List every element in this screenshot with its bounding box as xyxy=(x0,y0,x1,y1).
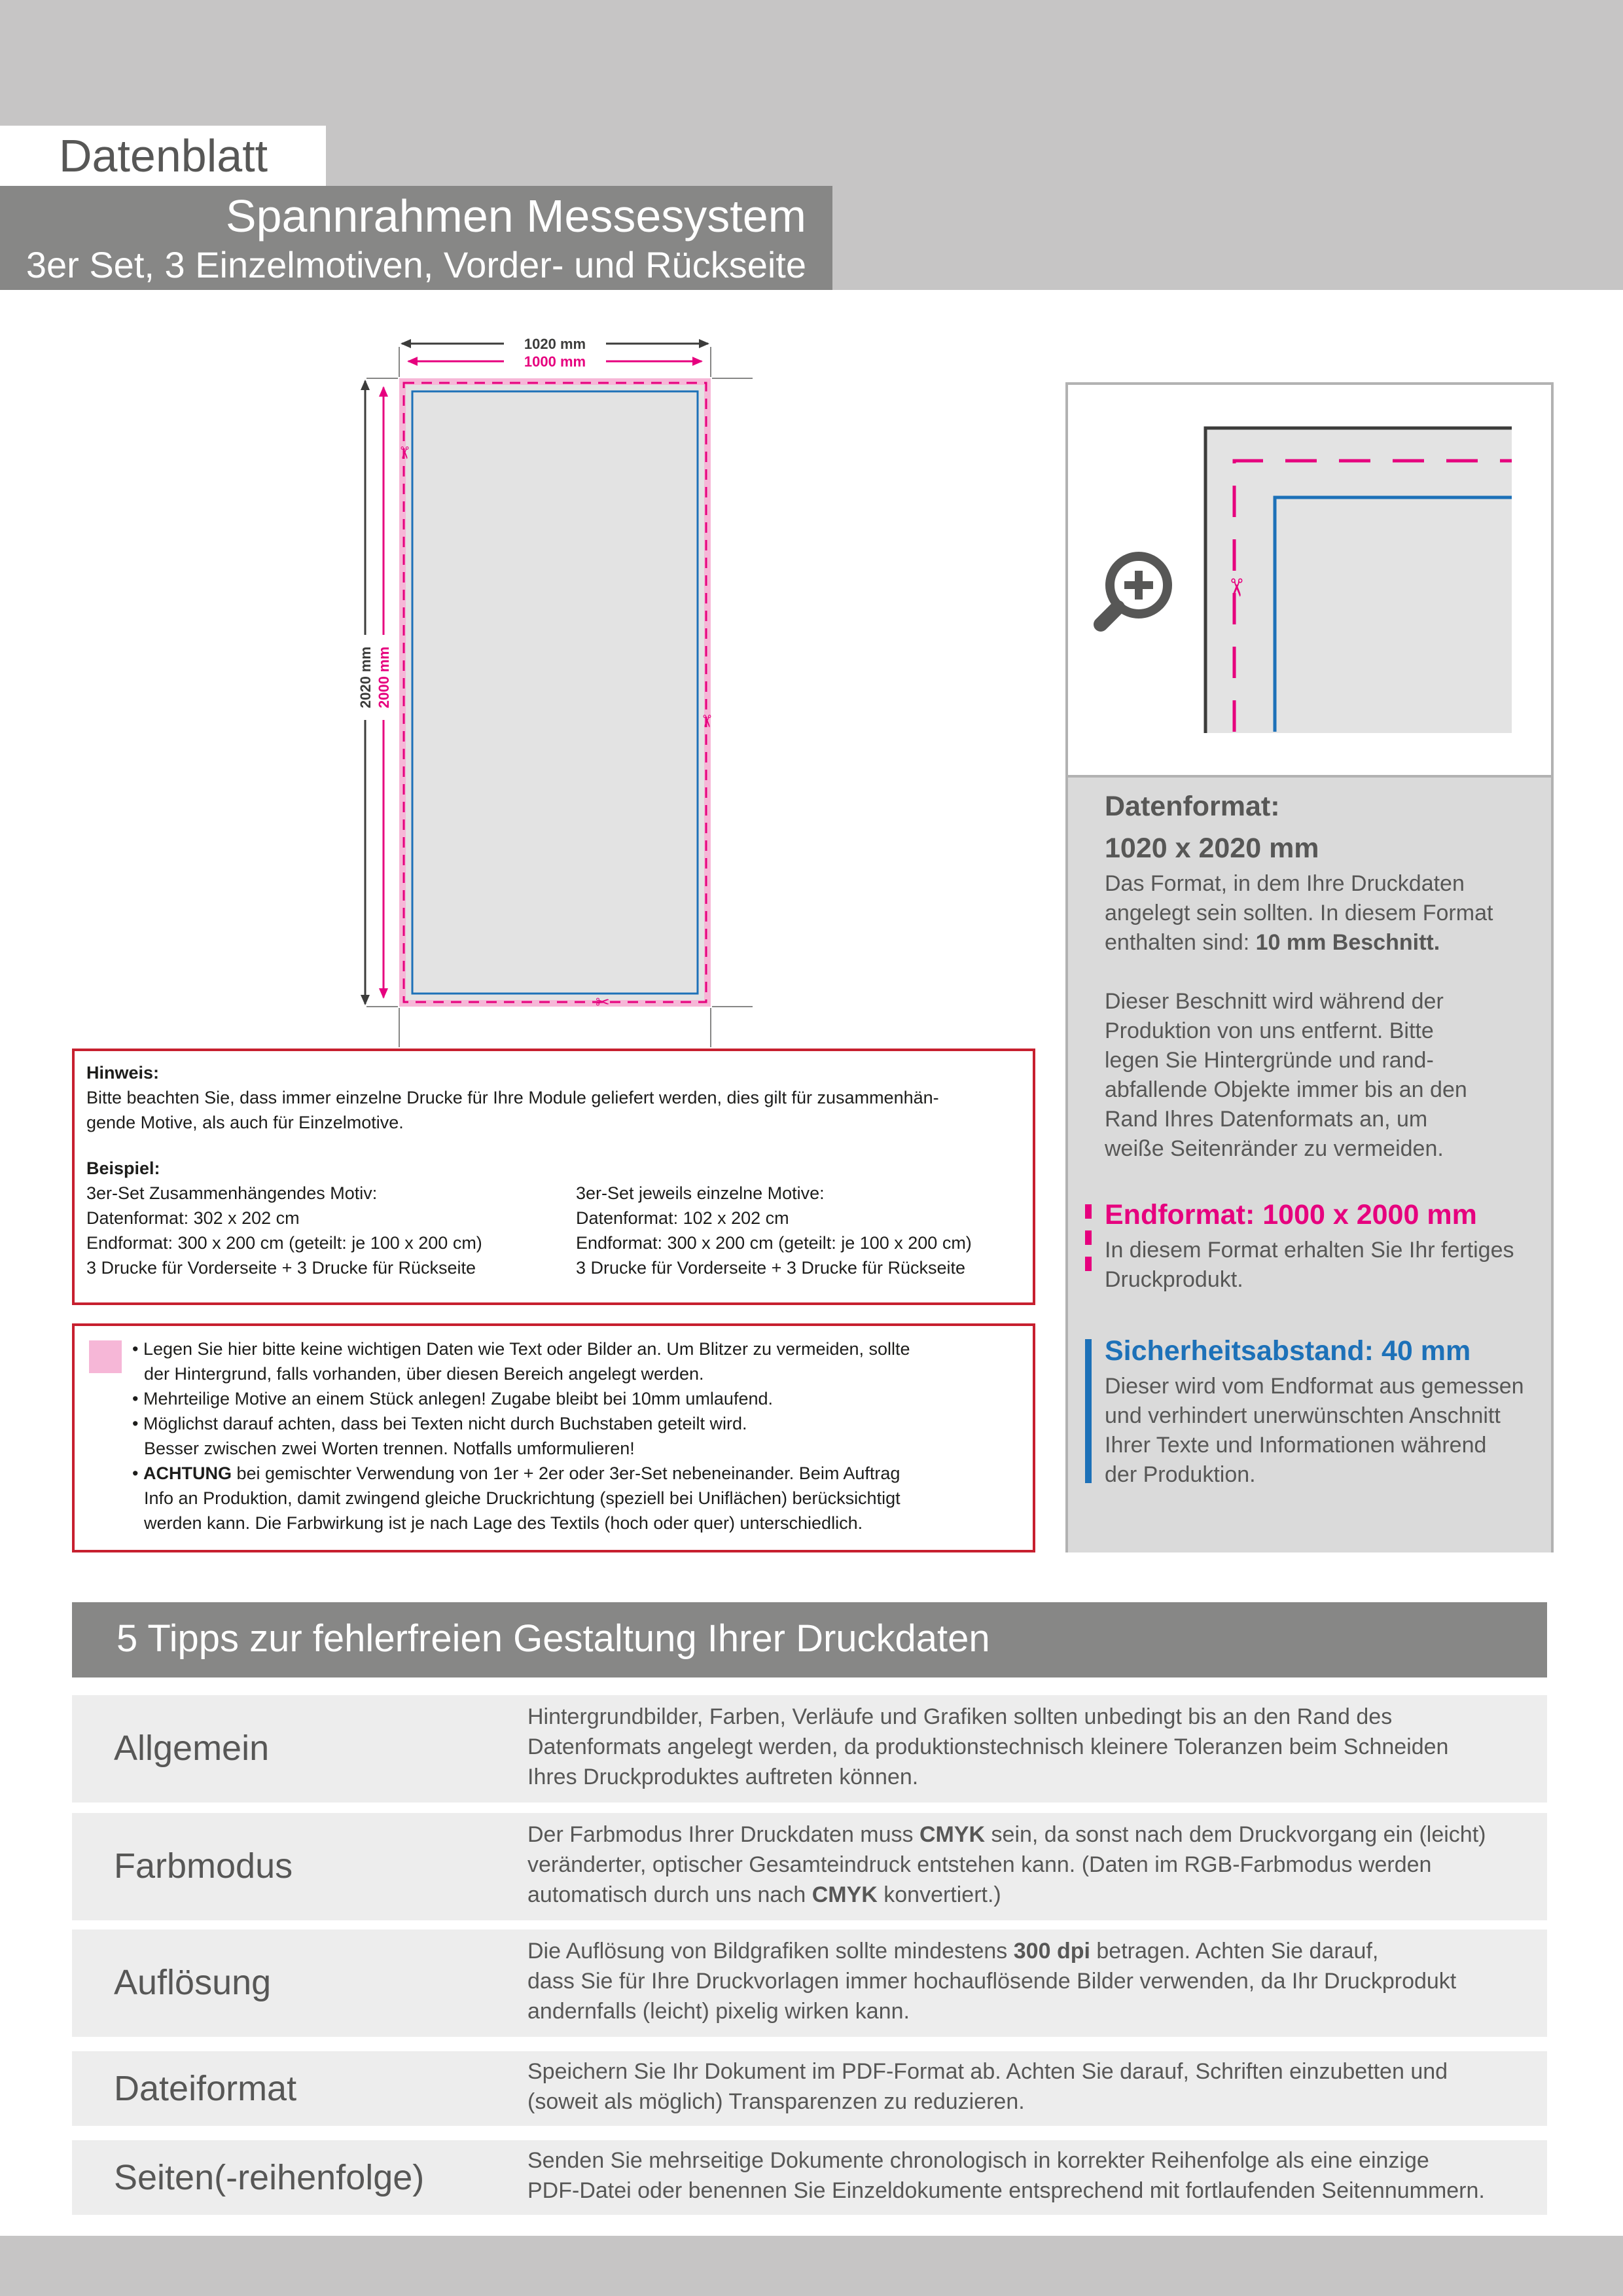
note-warning: ACHTUNG xyxy=(143,1463,232,1483)
endformat-text: Druckprodukt. xyxy=(1105,1267,1243,1292)
width-inner-arrow-left xyxy=(407,357,418,366)
tips-header xyxy=(72,1602,1547,1677)
tip-text: Ihres Druckproduktes auftreten können. xyxy=(527,1765,919,1789)
tip-text: (soweit als möglich) Transparenzen zu reduzieren. xyxy=(527,2089,1025,2114)
height-outer-arrow-top xyxy=(361,380,370,390)
datenformat-text: Produktion von uns entfernt. Bitte xyxy=(1105,1018,1434,1043)
page-subtitle: 3er Set, 3 Einzelmotiven, Vorder- und Rückseite xyxy=(26,244,806,285)
example-col2-line: 3er-Set jeweils einzelne Motive: xyxy=(576,1183,825,1203)
example-col1-line: 3er-Set Zusammenhängendes Motiv: xyxy=(86,1183,378,1203)
example-col1-line: Endformat: 300 x 200 cm (geteilt: je 100 x 200 cm) xyxy=(86,1233,482,1253)
example-col1-line: Datenformat: 302 x 202 cm xyxy=(86,1208,300,1228)
corner-detail xyxy=(1068,385,1551,775)
tip-text: Der Farbmodus Ihrer Druckdaten muss CMYK sein, da sonst nach dem Druckvorgang ein (leicht) xyxy=(527,1822,1486,1847)
tip-row-allgemein xyxy=(72,1695,1547,1803)
datenformat-title: Datenformat: xyxy=(1105,791,1280,822)
datenformat-text: Dieser Beschnitt wird während der xyxy=(1105,989,1444,1014)
endformat-marker xyxy=(1085,1257,1092,1271)
tip-text: andernfalls (leicht) pixelig wirken kann. xyxy=(527,1999,910,2024)
tip-row-farbmodus xyxy=(72,1813,1547,1920)
note-line: Besser zwischen zwei Worten trennen. Notfalls umformulieren! xyxy=(144,1439,635,1458)
sicherheit-title: Sicherheitsabstand: 40 mm xyxy=(1105,1335,1471,1367)
datenformat-text: weiße Seitenränder zu vermeiden. xyxy=(1105,1136,1444,1161)
safety-marker xyxy=(1085,1339,1092,1483)
tips-header-text: 5 Tipps zur fehlerfreien Gestaltung Ihrer Druckdaten xyxy=(116,1617,990,1660)
tip-label: Seiten(-reihenfolge) xyxy=(114,2158,425,2197)
tip-text: Speichern Sie Ihr Dokument im PDF-Format ab. Achten Sie darauf, Schriften einzubetten und xyxy=(527,2059,1448,2084)
example-col2-line: 3 Drucke für Vorderseite + 3 Drucke für Rückseite xyxy=(576,1258,966,1278)
sicherheit-text: und verhindert unerwünschten Anschnitt xyxy=(1105,1403,1501,1428)
datenformat-value: 1020 x 2020 mm xyxy=(1105,833,1319,864)
tip-text: PDF-Datei oder benennen Sie Einzeldokumente entsprechend mit fortlaufenden Seitennummern. xyxy=(527,2178,1485,2203)
height-outer-arrow-bottom xyxy=(361,995,370,1005)
width-outer-arrow-left xyxy=(401,339,411,348)
example-col1-line: 3 Drucke für Vorderseite + 3 Drucke für Rückseite xyxy=(86,1258,476,1278)
hint-box xyxy=(72,1049,1035,1305)
hint-line: Bitte beachten Sie, dass immer einzelne Drucke für Ihre Module geliefert werden, dies gilt für zusammenhän- xyxy=(86,1088,939,1107)
tip-row-seiten xyxy=(72,2140,1547,2215)
datenformat-text: Das Format, in dem Ihre Druckdaten xyxy=(1105,871,1465,896)
title-block xyxy=(0,186,832,290)
final-format-area xyxy=(406,385,704,1000)
example-title: Beispiel: xyxy=(86,1158,160,1178)
datenformat-text: angelegt sein sollten. In diesem Format xyxy=(1105,901,1493,925)
example-col2-line: Datenformat: 102 x 202 cm xyxy=(576,1208,789,1228)
note-line: Info an Produktion, damit zwingend gleiche Druckrichtung (speziell bei Uniflächen) berücksichtigt xyxy=(144,1488,901,1508)
tip-text: Die Auflösung von Bildgrafiken sollte mindestens 300 dpi betragen. Achten Sie darauf, xyxy=(527,1939,1379,1964)
hint-line: gende Motive, als auch für Einzelmotive. xyxy=(86,1113,404,1132)
endformat-marker xyxy=(1085,1204,1092,1219)
width-outer-label: 1020 mm xyxy=(524,336,586,352)
tip-text: Senden Sie mehrseitige Dokumente chronologisch in korrekter Reihenfolge als eine einzige xyxy=(527,2148,1429,2173)
endformat-text: In diesem Format erhalten Sie Ihr fertiges xyxy=(1105,1238,1514,1263)
datenformat-text: enthalten sind: 10 mm Beschnitt. xyxy=(1105,930,1440,955)
sicherheit-text: Dieser wird vom Endformat aus gemessen xyxy=(1105,1374,1524,1399)
scissors-icon: ✂ xyxy=(1222,577,1251,598)
datenformat-text: abfallende Objekte immer bis an den xyxy=(1105,1077,1467,1102)
tip-label: Auflösung xyxy=(114,1963,272,2002)
tip-row-dateiformat xyxy=(72,2051,1547,2126)
height-inner-arrow-bottom xyxy=(379,988,388,999)
hint-title: Hinweis: xyxy=(86,1063,160,1083)
example-col2-line: Endformat: 300 x 200 cm (geteilt: je 100 x 200 cm) xyxy=(576,1233,972,1253)
width-inner-label: 1000 mm xyxy=(524,353,586,370)
sicherheit-text: Ihrer Texte und Informationen während xyxy=(1105,1433,1487,1458)
tip-row-aufloesung xyxy=(72,1929,1547,2037)
scissors-icon: ✂ xyxy=(596,993,610,1013)
note-line: • ACHTUNG bei gemischter Verwendung von 1er + 2er oder 3er-Set nebeneinander. Beim Auftrag xyxy=(132,1463,901,1483)
note-line: werden kann. Die Farbwirkung ist je nach Lage des Textils (hoch oder quer) unterschiedlich. xyxy=(144,1513,863,1533)
document-label xyxy=(0,126,326,186)
format-info-text xyxy=(1068,775,1551,1552)
width-inner-arrow-right xyxy=(692,357,703,366)
note-line: • Mehrteilige Motive an einem Stück anlegen! Zugabe bleibt bei 10mm umlaufend. xyxy=(132,1389,774,1408)
footer-band xyxy=(0,2236,1623,2296)
endformat-marker xyxy=(1085,1230,1092,1245)
note-line: der Hintergrund, falls vorhanden, über diesen Bereich angelegt werden. xyxy=(144,1364,704,1384)
endformat-title: Endformat: 1000 x 2000 mm xyxy=(1105,1199,1477,1230)
tip-text: automatisch durch uns nach CMYK konvertiert.) xyxy=(527,1882,1001,1907)
page-title: Spannrahmen Messesystem xyxy=(225,190,806,242)
tip-text: Datenformats angelegt werden, da produktionstechnisch kleinere Toleranzen beim Schneiden xyxy=(527,1734,1449,1759)
tip-text: Hintergrundbilder, Farben, Verläufe und Grafiken sollten unbedingt bis an den Rand des xyxy=(527,1704,1393,1729)
sicherheit-text: der Produktion. xyxy=(1105,1462,1256,1487)
bleed-notes-box xyxy=(72,1323,1035,1552)
tip-text: veränderter, optischer Gesamteindruck entstehen kann. (Daten im RGB-Farbmodus werden xyxy=(527,1852,1432,1877)
tip-text: dass Sie für Ihre Druckvorlagen immer hochauflösende Bilder verwenden, da Ihr Druckprodukt xyxy=(527,1969,1457,1994)
height-inner-label: 2000 mm xyxy=(376,646,392,709)
document-label-text: Datenblatt xyxy=(59,130,268,181)
tip-label: Allgemein xyxy=(114,1729,270,1768)
datenformat-text: legen Sie Hintergründe und rand- xyxy=(1105,1048,1434,1073)
note-line: • Legen Sie hier bitte keine wichtigen Daten wie Text oder Bilder an. Um Blitzer zu vermeiden, sollte xyxy=(132,1339,910,1359)
scissors-icon: ✂ xyxy=(394,446,414,460)
zoom-in-icon xyxy=(1101,556,1168,624)
tip-label: Dateiformat xyxy=(114,2069,297,2108)
scissors-icon: ✂ xyxy=(696,714,716,728)
tip-label: Farbmodus xyxy=(114,1846,293,1886)
datenformat-text: Rand Ihres Datenformats an, um xyxy=(1105,1107,1428,1132)
width-outer-arrow-right xyxy=(699,339,709,348)
height-inner-arrow-top xyxy=(379,386,388,397)
bleed-color-swatch xyxy=(89,1340,122,1373)
note-line: • Möglichst darauf achten, dass bei Texten nicht durch Buchstaben geteilt wird. xyxy=(132,1414,747,1433)
format-diagram xyxy=(340,308,798,1060)
format-info-panel xyxy=(1065,382,1554,1552)
height-outer-label: 2020 mm xyxy=(357,646,374,709)
